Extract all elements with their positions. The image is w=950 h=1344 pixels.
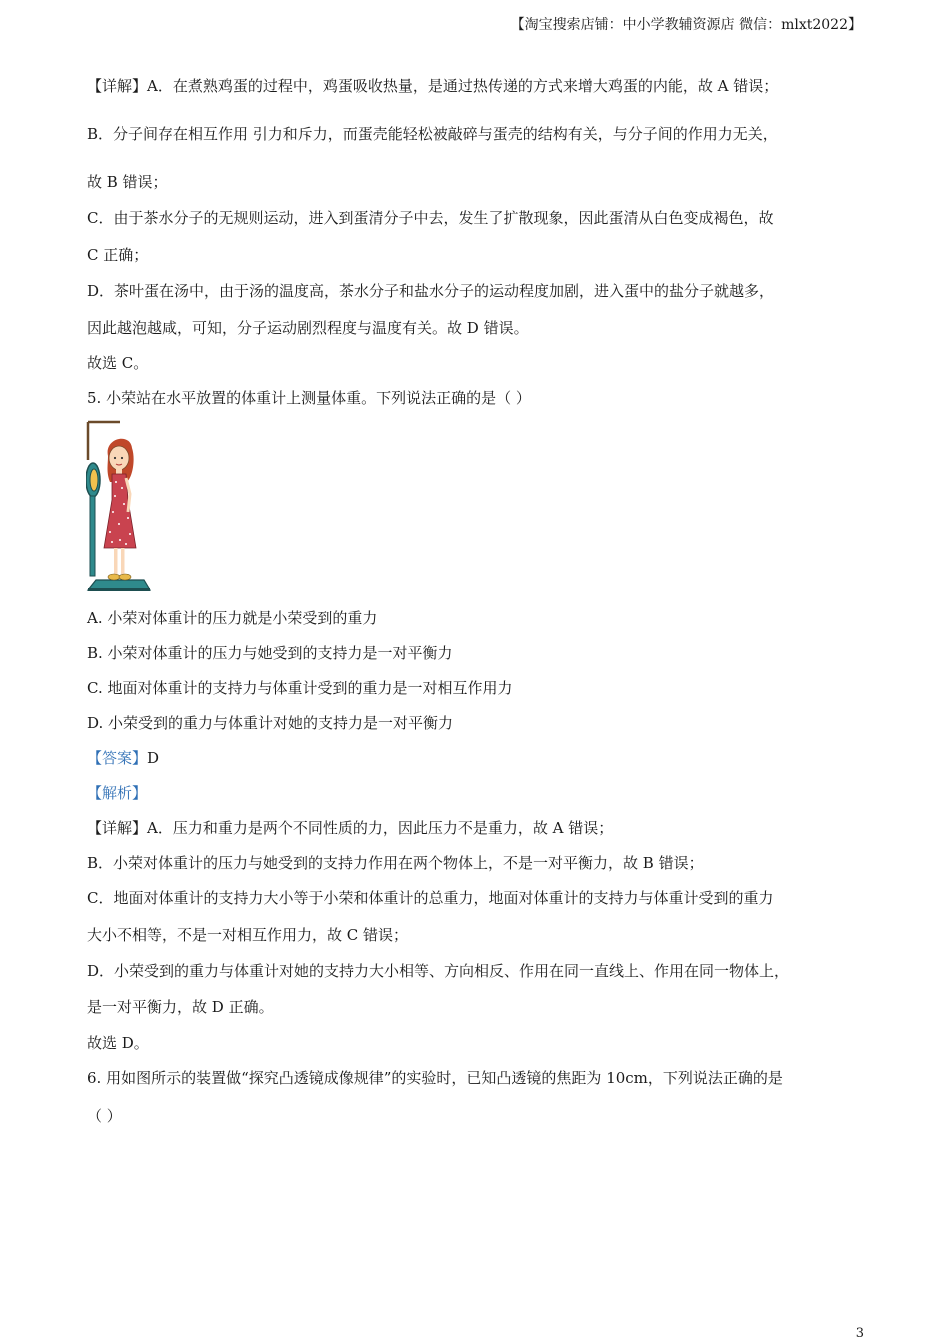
- q5-explain-line: C．地面对体重计的支持力大小等于小荣和体重计的总重力，地面对体重计的支持力与体重计受到的重力: [87, 889, 774, 907]
- q4-explain-line: B．分子间存在相互作用 引力和斥力，而蛋壳能轻松被敲碎与蛋壳的结构有关，与分子间的作用力无关，: [87, 125, 778, 143]
- answer-value: D: [147, 749, 160, 767]
- q4-explain-line: C．由于茶水分子的无规则运动，进入到蛋清分子中去，发生了扩散现象，因此蛋清从白色变成褐色，故: [87, 209, 774, 227]
- page-number: 3: [855, 1326, 864, 1341]
- q4-explain-line: C 正确；: [87, 246, 149, 264]
- q5-explain-line: 大小不相等，不是一对相互作用力，故 C 错误；: [87, 926, 409, 944]
- q4-explain-line: 【详解】A．在煮熟鸡蛋的过程中，鸡蛋吸收热量，是通过热传递的方式来增大鸡蛋的内能，故 A 错误；: [87, 77, 779, 95]
- q5-option-b: B. 小荣对体重计的压力与她受到的支持力是一对平衡力: [87, 644, 453, 662]
- q5-option-a: A. 小荣对体重计的压力就是小荣受到的重力: [87, 609, 378, 627]
- q5-stem: 5. 小荣站在水平放置的体重计上测量体重。下列说法正确的是（ ）: [87, 389, 531, 407]
- q5-option-d: D. 小荣受到的重力与体重计对她的支持力是一对平衡力: [87, 714, 454, 732]
- analysis-tag: 【解析】: [87, 784, 148, 802]
- q4-conclusion: 故选 C。: [87, 354, 149, 372]
- page-header: 【淘宝搜索店铺：中小学教辅资源店 微信：mlxt2022】: [510, 17, 862, 33]
- q6-stem-bracket: （ ）: [87, 1107, 122, 1125]
- answer-tag: 【答案】: [87, 749, 148, 767]
- q6-stem: 6. 用如图所示的装置做“探究凸透镜成像规律”的实验时，已知凸透镜的焦距为 10cm，下列说法正确的是: [87, 1069, 783, 1087]
- q4-explain-line: 因此越泡越咸，可知，分子运动剧烈程度与温度有关。故 D 错误。: [87, 319, 529, 337]
- girl-on-scale-figure: [86, 420, 152, 592]
- q5-explain-line: B．小荣对体重计的压力与她受到的支持力作用在两个物体上，不是一对平衡力，故 B 错误；: [87, 854, 704, 872]
- q5-answer: [87, 748, 159, 768]
- q5-conclusion: 故选 D。: [87, 1034, 149, 1052]
- q4-explain-line: 故 B 错误；: [87, 173, 168, 191]
- q5-explain-line: 【详解】A．压力和重力是两个不同性质的力，因此压力不是重力，故 A 错误；: [87, 819, 614, 837]
- q4-explain-line: D．茶叶蛋在汤中，由于汤的温度高，茶水分子和盐水分子的运动程度加剧，进入蛋中的盐分子就越多，: [87, 282, 775, 300]
- q5-option-c: C. 地面对体重计的支持力与体重计受到的重力是一对相互作用力: [87, 679, 513, 697]
- q5-explain-line: D．小荣受到的重力与体重计对她的支持力大小相等、方向相反、作用在同一直线上、作用在同一物体上，: [87, 962, 790, 980]
- q5-explain-line: 是一对平衡力，故 D 正确。: [87, 998, 274, 1016]
